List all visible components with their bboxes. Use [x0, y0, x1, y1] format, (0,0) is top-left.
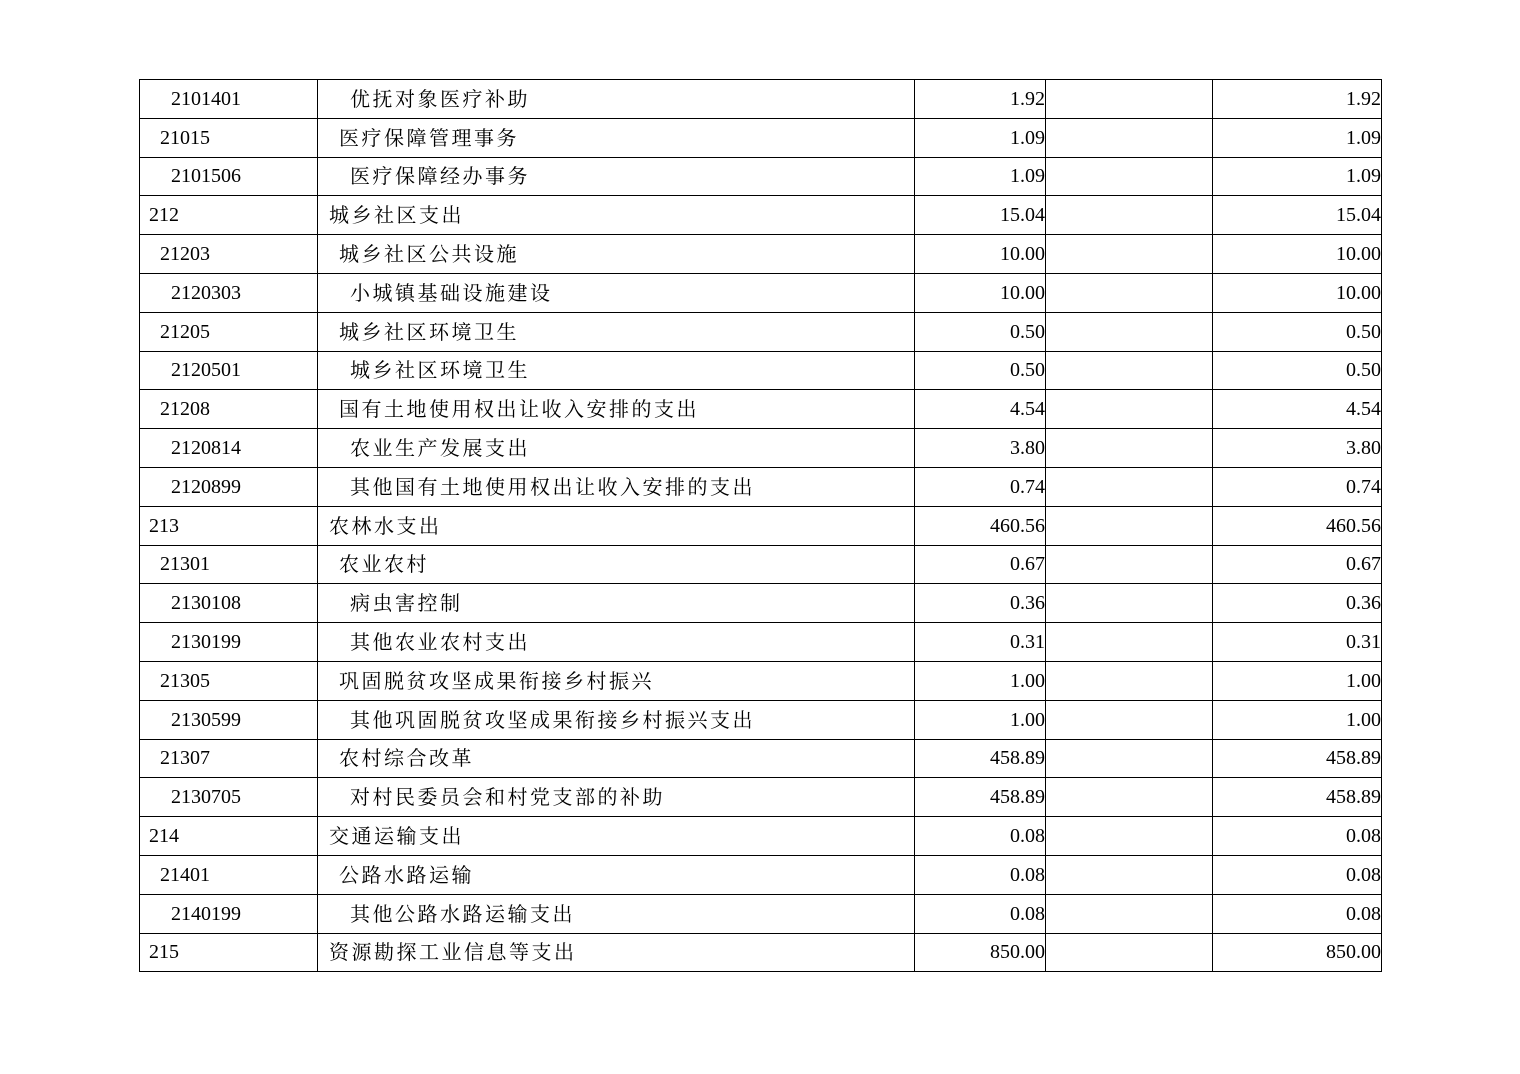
project-amount-cell: 0.36 — [1213, 584, 1382, 623]
project-amount-cell: 458.89 — [1213, 778, 1382, 817]
account-name-cell: 其他巩固脱贫攻坚成果衔接乡村振兴支出 — [318, 700, 915, 739]
account-name-cell: 病虫害控制 — [318, 584, 915, 623]
table-row — [140, 855, 1382, 894]
project-amount-cell: 10.00 — [1213, 235, 1382, 274]
total-amount-cell: 1.09 — [915, 157, 1046, 196]
total-amount-cell: 0.50 — [915, 312, 1046, 351]
account-name-cell: 医疗保障管理事务 — [318, 118, 915, 157]
table-row — [140, 584, 1382, 623]
table-row — [140, 700, 1382, 739]
table-row — [140, 118, 1382, 157]
account-code-cell: 2130108 — [140, 584, 318, 623]
table-row — [140, 817, 1382, 856]
table-row — [140, 506, 1382, 545]
total-amount-cell: 0.67 — [915, 545, 1046, 584]
account-code-cell: 2130599 — [140, 700, 318, 739]
basic-amount-cell — [1046, 157, 1213, 196]
basic-amount-cell — [1046, 351, 1213, 390]
basic-amount-cell — [1046, 894, 1213, 933]
basic-amount-cell — [1046, 235, 1213, 274]
account-name-cell: 国有土地使用权出让收入安排的支出 — [318, 390, 915, 429]
account-name-cell: 城乡社区环境卫生 — [318, 351, 915, 390]
total-amount-cell: 15.04 — [915, 196, 1046, 235]
account-code-cell: 21203 — [140, 235, 318, 274]
account-code-cell: 21401 — [140, 855, 318, 894]
project-amount-cell: 15.04 — [1213, 196, 1382, 235]
table-row — [140, 933, 1382, 972]
basic-amount-cell — [1046, 429, 1213, 468]
total-amount-cell: 1.09 — [915, 118, 1046, 157]
account-code-cell: 2140199 — [140, 894, 318, 933]
basic-amount-cell — [1046, 855, 1213, 894]
project-amount-cell: 1.09 — [1213, 118, 1382, 157]
total-amount-cell: 0.36 — [915, 584, 1046, 623]
basic-amount-cell — [1046, 506, 1213, 545]
project-amount-cell: 1.00 — [1213, 700, 1382, 739]
total-amount-cell: 0.50 — [915, 351, 1046, 390]
account-name-cell: 资源勘探工业信息等支出 — [318, 933, 915, 972]
table-row — [140, 351, 1382, 390]
account-name-cell: 交通运输支出 — [318, 817, 915, 856]
account-code-cell: 21205 — [140, 312, 318, 351]
account-code-cell: 213 — [140, 506, 318, 545]
table-row — [140, 429, 1382, 468]
account-code-cell: 21307 — [140, 739, 318, 778]
table-row — [140, 739, 1382, 778]
account-code-cell: 2130705 — [140, 778, 318, 817]
account-name-cell: 优抚对象医疗补助 — [318, 80, 915, 119]
account-code-cell: 212 — [140, 196, 318, 235]
basic-amount-cell — [1046, 545, 1213, 584]
table-row — [140, 312, 1382, 351]
total-amount-cell: 10.00 — [915, 273, 1046, 312]
project-amount-cell: 0.67 — [1213, 545, 1382, 584]
basic-amount-cell — [1046, 817, 1213, 856]
table-row — [140, 273, 1382, 312]
project-amount-cell: 0.50 — [1213, 351, 1382, 390]
account-name-cell: 巩固脱贫攻坚成果衔接乡村振兴 — [318, 661, 915, 700]
account-code-cell: 2101401 — [140, 80, 318, 119]
basic-amount-cell — [1046, 390, 1213, 429]
account-code-cell: 2120899 — [140, 467, 318, 506]
table-row — [140, 778, 1382, 817]
account-name-cell: 城乡社区支出 — [318, 196, 915, 235]
total-amount-cell: 10.00 — [915, 235, 1046, 274]
table-row — [140, 467, 1382, 506]
basic-amount-cell — [1046, 739, 1213, 778]
total-amount-cell: 3.80 — [915, 429, 1046, 468]
project-amount-cell: 10.00 — [1213, 273, 1382, 312]
table-row — [140, 894, 1382, 933]
account-code-cell: 21208 — [140, 390, 318, 429]
account-name-cell: 农业农村 — [318, 545, 915, 584]
basic-amount-cell — [1046, 80, 1213, 119]
account-name-cell: 农林水支出 — [318, 506, 915, 545]
project-amount-cell: 460.56 — [1213, 506, 1382, 545]
account-code-cell: 2130199 — [140, 623, 318, 662]
total-amount-cell: 0.74 — [915, 467, 1046, 506]
basic-amount-cell — [1046, 118, 1213, 157]
basic-amount-cell — [1046, 273, 1213, 312]
basic-amount-cell — [1046, 312, 1213, 351]
account-name-cell: 公路水路运输 — [318, 855, 915, 894]
account-name-cell: 农村综合改革 — [318, 739, 915, 778]
project-amount-cell: 3.80 — [1213, 429, 1382, 468]
project-amount-cell: 4.54 — [1213, 390, 1382, 429]
account-code-cell: 215 — [140, 933, 318, 972]
budget-table — [139, 79, 1382, 972]
account-code-cell: 2101506 — [140, 157, 318, 196]
account-code-cell: 21305 — [140, 661, 318, 700]
total-amount-cell: 4.54 — [915, 390, 1046, 429]
project-amount-cell: 1.92 — [1213, 80, 1382, 119]
account-name-cell: 城乡社区公共设施 — [318, 235, 915, 274]
budget-table-body — [140, 80, 1382, 972]
basic-amount-cell — [1046, 700, 1213, 739]
total-amount-cell: 0.31 — [915, 623, 1046, 662]
total-amount-cell: 458.89 — [915, 739, 1046, 778]
total-amount-cell: 850.00 — [915, 933, 1046, 972]
basic-amount-cell — [1046, 933, 1213, 972]
account-code-cell: 21015 — [140, 118, 318, 157]
account-code-cell: 21301 — [140, 545, 318, 584]
total-amount-cell: 1.00 — [915, 700, 1046, 739]
account-code-cell: 214 — [140, 817, 318, 856]
total-amount-cell: 460.56 — [915, 506, 1046, 545]
table-row — [140, 80, 1382, 119]
account-name-cell: 医疗保障经办事务 — [318, 157, 915, 196]
total-amount-cell: 1.00 — [915, 661, 1046, 700]
table-row — [140, 661, 1382, 700]
table-row — [140, 157, 1382, 196]
account-name-cell: 其他公路水路运输支出 — [318, 894, 915, 933]
project-amount-cell: 458.89 — [1213, 739, 1382, 778]
total-amount-cell: 458.89 — [915, 778, 1046, 817]
project-amount-cell: 1.09 — [1213, 157, 1382, 196]
account-name-cell: 小城镇基础设施建设 — [318, 273, 915, 312]
table-row — [140, 390, 1382, 429]
account-name-cell: 其他国有土地使用权出让收入安排的支出 — [318, 467, 915, 506]
project-amount-cell: 0.74 — [1213, 467, 1382, 506]
project-amount-cell: 0.08 — [1213, 817, 1382, 856]
basic-amount-cell — [1046, 778, 1213, 817]
total-amount-cell: 0.08 — [915, 894, 1046, 933]
total-amount-cell: 1.92 — [915, 80, 1046, 119]
basic-amount-cell — [1046, 196, 1213, 235]
account-name-cell: 其他农业农村支出 — [318, 623, 915, 662]
account-name-cell: 城乡社区环境卫生 — [318, 312, 915, 351]
account-name-cell: 农业生产发展支出 — [318, 429, 915, 468]
table-row — [140, 623, 1382, 662]
project-amount-cell: 0.31 — [1213, 623, 1382, 662]
basic-amount-cell — [1046, 623, 1213, 662]
account-code-cell: 2120501 — [140, 351, 318, 390]
project-amount-cell: 0.50 — [1213, 312, 1382, 351]
total-amount-cell: 0.08 — [915, 855, 1046, 894]
project-amount-cell: 0.08 — [1213, 894, 1382, 933]
table-row — [140, 235, 1382, 274]
table-row — [140, 196, 1382, 235]
total-amount-cell: 0.08 — [915, 817, 1046, 856]
table-row — [140, 545, 1382, 584]
basic-amount-cell — [1046, 661, 1213, 700]
account-code-cell: 2120303 — [140, 273, 318, 312]
project-amount-cell: 1.00 — [1213, 661, 1382, 700]
basic-amount-cell — [1046, 467, 1213, 506]
project-amount-cell: 850.00 — [1213, 933, 1382, 972]
basic-amount-cell — [1046, 584, 1213, 623]
project-amount-cell: 0.08 — [1213, 855, 1382, 894]
account-code-cell: 2120814 — [140, 429, 318, 468]
account-name-cell: 对村民委员会和村党支部的补助 — [318, 778, 915, 817]
